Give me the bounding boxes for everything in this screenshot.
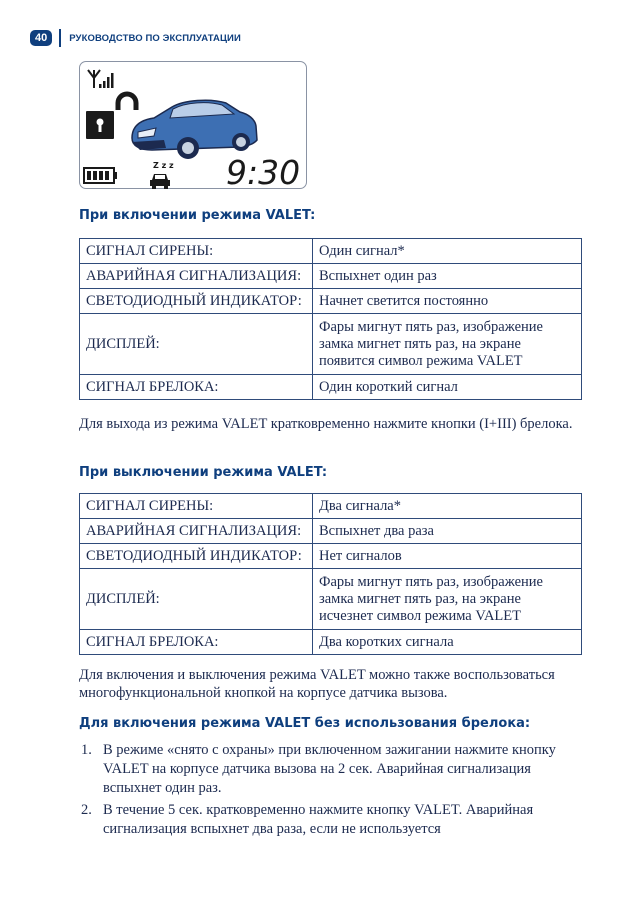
page-header — [30, 28, 241, 48]
table-row — [80, 314, 582, 375]
table-row — [80, 519, 582, 544]
param-key: ДИСПЛЕЙ: — [80, 569, 313, 630]
step-number: 2. — [81, 802, 92, 818]
param-value: Два коротких сигнала — [313, 630, 582, 655]
car-icon — [132, 100, 257, 159]
step-text: В течение 5 сек. кратковременно нажмите кнопку VALET. Аварийная сигнализация вспыхнет два раза, если не используется — [103, 802, 534, 837]
list-item — [79, 801, 589, 839]
table-row — [80, 494, 582, 519]
param-key: СИГНАЛ БРЕЛОКА: — [80, 630, 313, 655]
param-value: Начнет светится постоянно — [313, 289, 582, 314]
table-row — [80, 375, 582, 400]
param-key: СВЕТОДИОДНЫЙ ИНДИКАТОР: — [80, 289, 313, 314]
valet-on-table — [79, 238, 582, 400]
section-off-title: При выключении режима VALET: — [79, 465, 328, 480]
table-row — [80, 544, 582, 569]
param-value: Один сигнал* — [313, 239, 582, 264]
lcd-illustration — [80, 62, 308, 190]
param-key: АВАРИЙНАЯ СИГНАЛИЗАЦИЯ: — [80, 264, 313, 289]
section-nokey-title: Для включения режима VALET без использования брелока: — [79, 716, 531, 731]
param-value: Фары мигнут пять раз, изображение замка мигнет пять раз, на экране появится символ режима VALET — [313, 314, 582, 375]
page-number: 40 — [30, 30, 52, 46]
table-row — [80, 264, 582, 289]
param-value: Вспыхнет один раз — [313, 264, 582, 289]
param-value: Фары мигнут пять раз, изображение замка мигнет пять раз, на экране исчезнет символ режима VALET — [313, 569, 582, 630]
lcd-display — [79, 61, 307, 189]
step-text: В режиме «снято с охраны» при включенном зажигании нажмите кнопку VALET на корпусе датчика вызова на 2 сек. Аварийная сигнализация вспыхнет один раз. — [103, 742, 556, 796]
header-title: РУКОВОДСТВО ПО ЭКСПЛУАТАЦИИ — [69, 32, 241, 44]
shackle-icon — [118, 94, 136, 110]
param-key: СВЕТОДИОДНЫЙ ИНДИКАТОР: — [80, 544, 313, 569]
param-key: СИГНАЛ СИРЕНЫ: — [80, 239, 313, 264]
param-value: Нет сигналов — [313, 544, 582, 569]
param-value: Два сигнала* — [313, 494, 582, 519]
param-key: АВАРИЙНАЯ СИГНАЛИЗАЦИЯ: — [80, 519, 313, 544]
table-row — [80, 289, 582, 314]
list-item — [79, 741, 589, 798]
signal-icon — [88, 70, 114, 88]
param-key: ДИСПЛЕЙ: — [80, 314, 313, 375]
step-number: 1. — [81, 742, 92, 758]
table-row — [80, 569, 582, 630]
table-row — [80, 630, 582, 655]
param-value: Вспыхнет два раза — [313, 519, 582, 544]
multifunction-button-note: Для включения и выключения режима VALET можно также воспользоваться многофункциональной кнопкой на корпусе датчика вызова. — [79, 667, 555, 701]
section-on-title: При включении режима VALET: — [79, 208, 316, 223]
lcd-time: 9:30 — [226, 153, 301, 190]
sleep-zzz: Z z z — [153, 161, 174, 170]
header-divider — [59, 29, 61, 47]
valet-off-table — [79, 493, 582, 655]
valet-exit-note: Для выхода из режима VALET кратковременно нажмите кнопки (I+III) брелока. — [79, 416, 573, 432]
battery-icon — [84, 168, 117, 183]
param-value: Один короткий сигнал — [313, 375, 582, 400]
nokey-steps-list — [79, 741, 589, 842]
table-row — [80, 239, 582, 264]
small-car-icon — [150, 174, 170, 189]
lock-icon — [86, 111, 114, 139]
param-key: СИГНАЛ БРЕЛОКА: — [80, 375, 313, 400]
param-key: СИГНАЛ СИРЕНЫ: — [80, 494, 313, 519]
